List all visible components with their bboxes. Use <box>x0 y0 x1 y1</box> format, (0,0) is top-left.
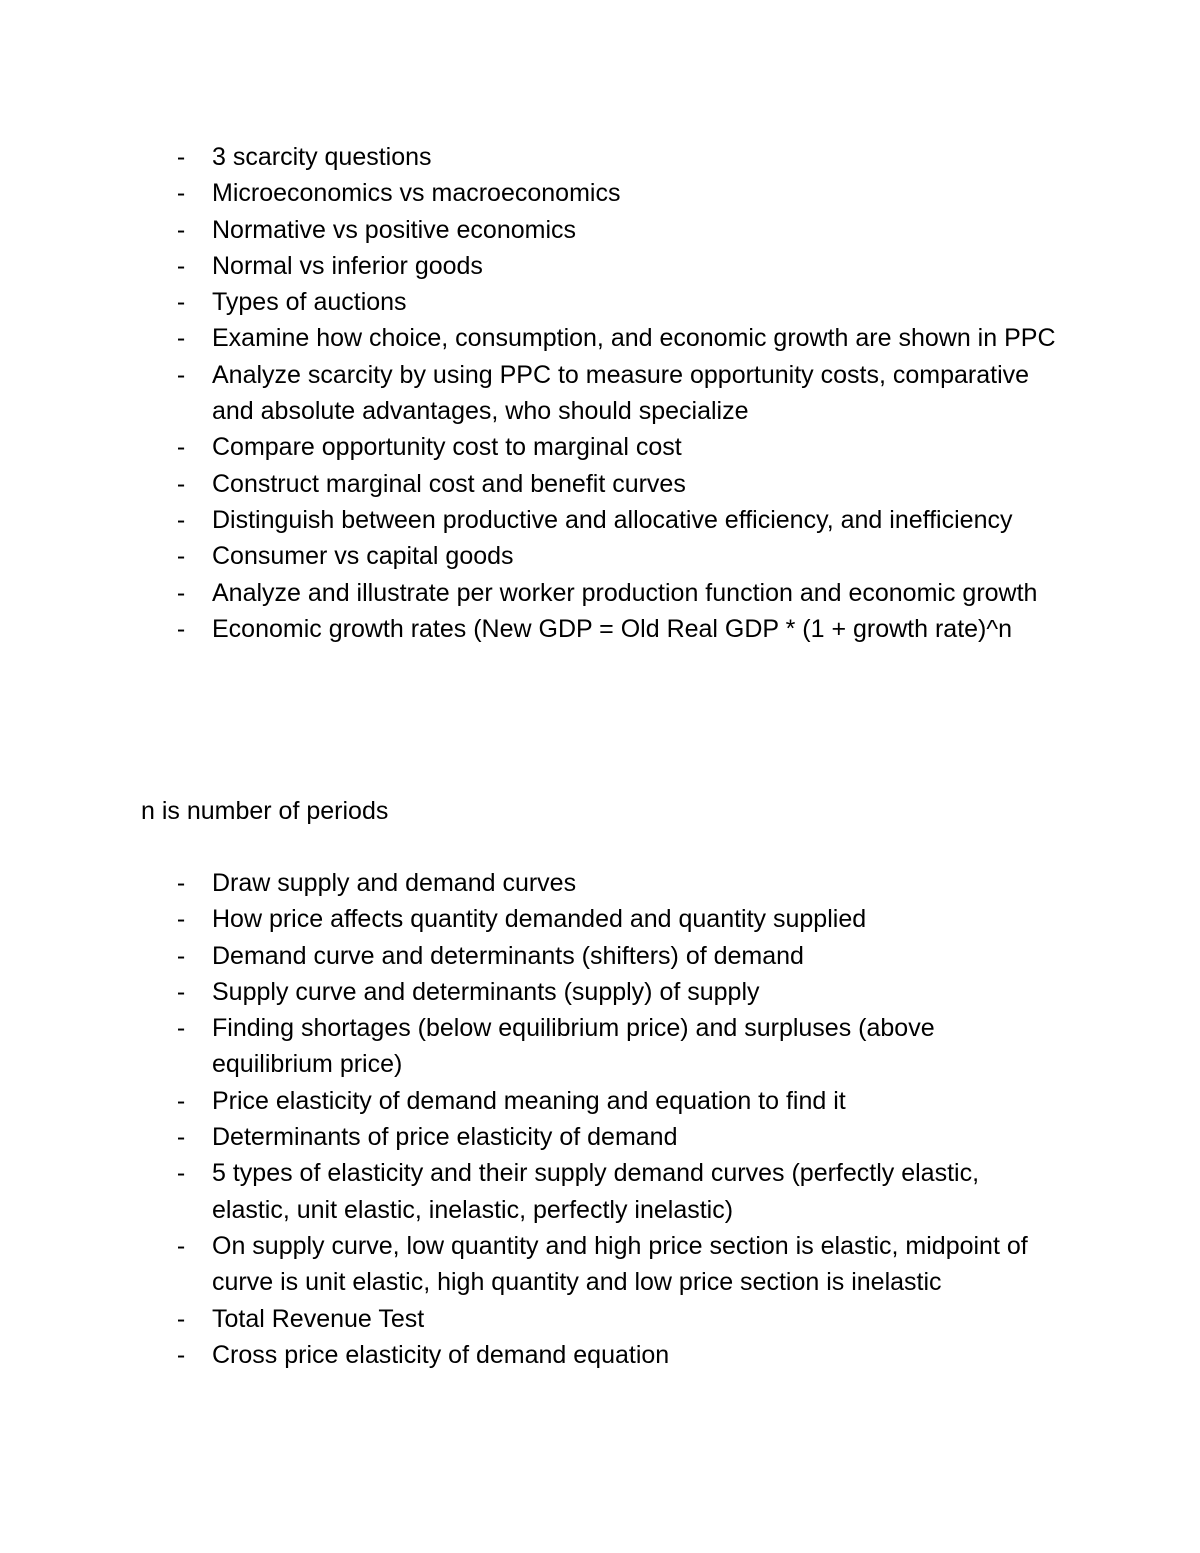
bullet-dash: - <box>176 614 186 643</box>
bullet-dash: - <box>176 324 186 353</box>
list-item <box>0 901 1200 937</box>
list-item <box>0 1010 1200 1083</box>
list-item <box>0 538 1200 574</box>
list-item-text: Economic growth rates (New GDP = Old Real GDP * (1 + growth rate)^n <box>212 614 1013 643</box>
bullet-dash: - <box>176 869 186 897</box>
list-item-text: Examine how choice, consumption, and economic growth are shown in PPC <box>212 324 1056 353</box>
bullet-dash: - <box>176 1304 186 1333</box>
list-item-text: Determinants of price elasticity of demand <box>212 1123 678 1152</box>
list-item-text: Normative vs positive economics <box>212 215 577 244</box>
bullet-dash: - <box>176 1231 186 1260</box>
list-item-text: Microeconomics vs macroeconomics <box>212 179 621 208</box>
bullet-dash: - <box>176 1159 186 1188</box>
list-item-text: 3 scarcity questions <box>212 143 432 171</box>
list-item-text: Demand curve and determinants (shifters) of demand <box>212 941 804 970</box>
list-item <box>0 865 1200 901</box>
bullet-dash: - <box>176 542 186 571</box>
bullet-dash: - <box>176 578 186 607</box>
list-item <box>0 212 1200 248</box>
list-item <box>0 466 1200 502</box>
list-item <box>0 611 1200 647</box>
bullet-dash: - <box>176 977 186 1006</box>
bullet-dash: - <box>176 215 186 244</box>
list-item-text: Compare opportunity cost to marginal cost <box>212 433 682 462</box>
bullet-dash: - <box>176 1123 186 1152</box>
list-item-text: Supply curve and determinants (supply) of supply <box>212 977 760 1006</box>
list-item <box>0 284 1200 320</box>
list-item-text: Normal vs inferior goods <box>212 251 483 280</box>
bullet-dash: - <box>176 360 186 389</box>
list-item <box>0 1337 1200 1373</box>
list-item <box>0 175 1200 211</box>
bullet-dash: - <box>176 469 186 498</box>
list-item <box>0 938 1200 974</box>
list-item <box>0 1155 1200 1228</box>
list-item-text: On supply curve, low quantity and high price section is elastic, midpoint of curve is unit elastic, high quantity and low price section is inelastic <box>212 1231 1028 1297</box>
list-item <box>0 248 1200 284</box>
list-item-text: Total Revenue Test <box>212 1304 425 1333</box>
periods-note: n is number of periods <box>141 797 389 825</box>
topic-list-supply-demand <box>0 865 1200 1373</box>
list-item-text: Draw supply and demand curves <box>212 869 577 897</box>
list-item <box>0 575 1200 611</box>
list-item <box>0 502 1200 538</box>
list-item <box>0 357 1200 430</box>
list-item <box>0 320 1200 356</box>
bullet-dash: - <box>176 1014 186 1043</box>
bullet-dash: - <box>176 433 186 462</box>
list-item <box>0 974 1200 1010</box>
list-item-text: Distinguish between productive and allocative efficiency, and inefficiency <box>212 505 1013 534</box>
bullet-dash: - <box>176 143 186 171</box>
bullet-dash: - <box>176 1340 186 1369</box>
bullet-dash: - <box>176 905 186 934</box>
list-item-text: Cross price elasticity of demand equation <box>212 1340 670 1369</box>
list-item-text: Price elasticity of demand meaning and equation to find it <box>212 1086 846 1115</box>
list-item-text: How price affects quantity demanded and quantity supplied <box>212 905 867 934</box>
list-item-text: Analyze scarcity by using PPC to measure opportunity costs, comparative and absolute advantages, who should specialize <box>212 360 1030 426</box>
list-item <box>0 429 1200 465</box>
bullet-dash: - <box>176 505 186 534</box>
list-item <box>0 1119 1200 1155</box>
list-item <box>0 1083 1200 1119</box>
topic-list-scarcity-ppc <box>0 139 1200 647</box>
list-item-text: Analyze and illustrate per worker production function and economic growth <box>212 578 1038 607</box>
list-item-text: Consumer vs capital goods <box>212 542 514 571</box>
list-item <box>0 1301 1200 1337</box>
bullet-dash: - <box>176 251 186 280</box>
bullet-dash: - <box>176 1086 186 1115</box>
bullet-dash: - <box>176 288 186 317</box>
bullet-dash: - <box>176 179 186 208</box>
list-item <box>0 139 1200 175</box>
bullet-dash: - <box>176 941 186 970</box>
list-item-text: Types of auctions <box>212 288 407 317</box>
list-item-text: 5 types of elasticity and their supply demand curves (perfectly elastic, elastic, unit elastic, inelastic, perfectly inelastic) <box>212 1159 980 1224</box>
list-item-text: Construct marginal cost and benefit curves <box>212 469 686 498</box>
list-item <box>0 1228 1200 1301</box>
list-item-text: Finding shortages (below equilibrium price) and surpluses (above equilibrium price) <box>212 1014 935 1079</box>
